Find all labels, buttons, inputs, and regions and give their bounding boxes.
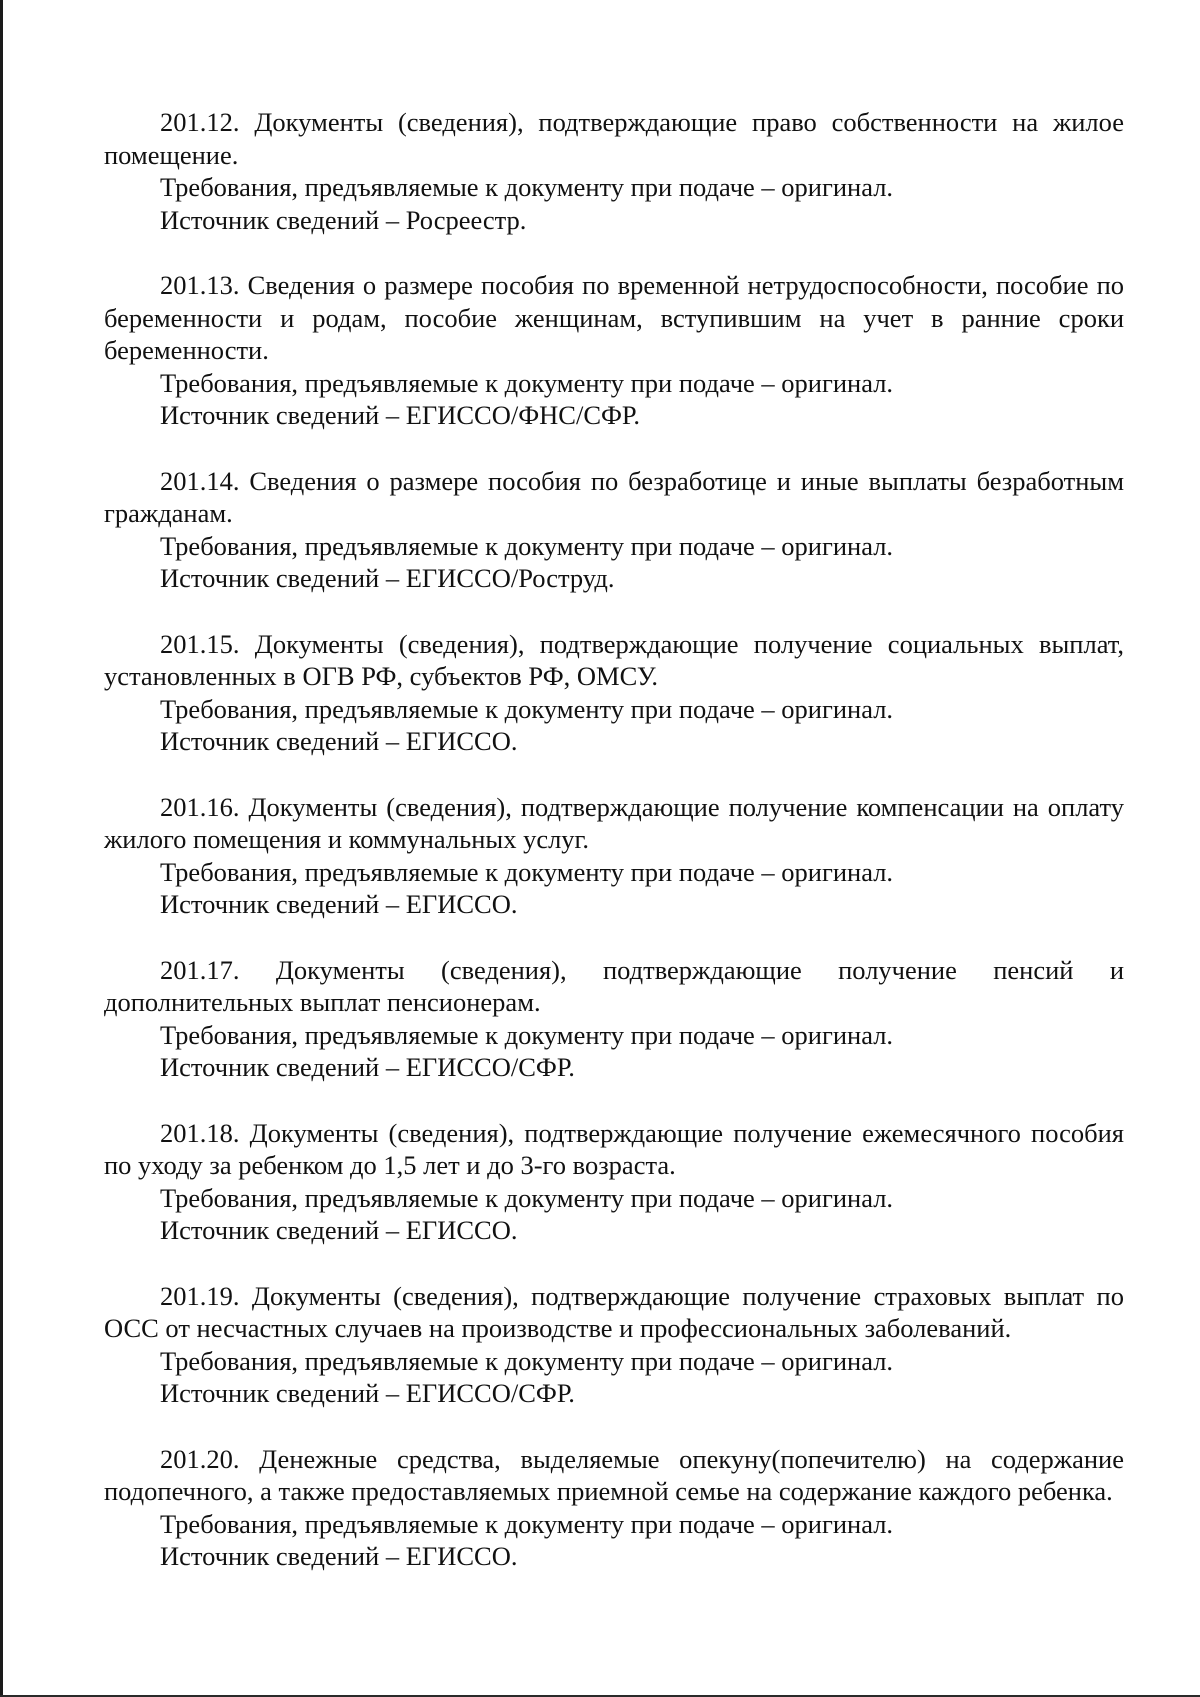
item-heading: 201.13. Сведения о размере пособия по временной нетрудоспособности, пособие по беременности и родам, пособие женщинам, вступившим на учет в ранние сроки беременности. [104, 270, 1124, 365]
document-page [104, 106, 1124, 1606]
item-heading: 201.12. Документы (сведения), подтверждающие право собственности на жилое помещение. [104, 107, 1124, 170]
document-item-201-14 [104, 465, 1124, 595]
item-requirements: Требования, предъявляемые к документу при подаче – оригинал. [160, 693, 894, 724]
document-item-201-18 [104, 1117, 1124, 1247]
item-heading: 201.17. Документы (сведения), подтверждающие получение пенсий и дополнительных выплат пенсионерам. [104, 954, 1124, 1017]
item-heading: 201.15. Документы (сведения), подтверждающие получение социальных выплат, установленных в ОГВ РФ, субъектов РФ, ОМСУ. [104, 628, 1124, 691]
document-item-201-15 [104, 628, 1124, 758]
item-heading: 201.19. Документы (сведения), подтверждающие получение страховых выплат по ОСС от несчастных случаев на производстве и профессиональных заболеваний. [104, 1280, 1124, 1343]
item-source: Источник сведений – Росреестр. [160, 204, 527, 235]
item-source: Источник сведений – ЕГИССО. [160, 889, 518, 919]
item-source: Источник сведений – ЕГИССО/Роструд. [160, 563, 615, 593]
item-requirements: Требования, предъявляемые к документу при подаче – оригинал. [160, 172, 894, 202]
item-source: Источник сведений – ЕГИССО. [160, 726, 518, 756]
item-source: Источник сведений – ЕГИССО. [160, 1215, 518, 1245]
item-requirements: Требования, предъявляемые к документу при подаче – оригинал. [160, 856, 894, 887]
item-heading: 201.18. Документы (сведения), подтверждающие получение ежемесячного пособия по уходу за ребенком до 1,5 лет и до 3-го возраста. [104, 1117, 1124, 1180]
document-item-201-13 [104, 269, 1124, 432]
scan-edge-left [0, 0, 3, 1697]
item-source: Источник сведений – ЕГИССО/ФНС/СФР. [160, 400, 640, 430]
item-requirements: Требования, предъявляемые к документу при подаче – оригинал. [160, 1508, 894, 1539]
document-item-201-12 [104, 106, 1124, 236]
item-heading: 201.14. Сведения о размере пособия по безработице и иные выплаты безработным гражданам. [104, 465, 1124, 528]
document-item-201-17 [104, 954, 1124, 1084]
document-item-201-16 [104, 791, 1124, 921]
document-item-201-20 [104, 1443, 1124, 1573]
item-source: Источник сведений – ЕГИССО. [160, 1541, 518, 1571]
item-requirements: Требования, предъявляемые к документу при подаче – оригинал. [160, 367, 894, 398]
item-heading: 201.20. Денежные средства, выделяемые опекуну(попечителю) на содержание подопечного, а также предоставляемых приемной семье на содержание каждого ребенка. [104, 1443, 1124, 1506]
item-source: Источник сведений – ЕГИССО/СФР. [160, 1378, 575, 1408]
item-heading: 201.16. Документы (сведения), подтверждающие получение компенсации на оплату жилого помещения и коммунальных услуг. [104, 791, 1124, 854]
item-requirements: Требования, предъявляемые к документу при подаче – оригинал. [160, 1345, 894, 1376]
item-requirements: Требования, предъявляемые к документу при подаче – оригинал. [160, 1182, 894, 1213]
item-requirements: Требования, предъявляемые к документу при подаче – оригинал. [160, 1019, 894, 1050]
item-source: Источник сведений – ЕГИССО/СФР. [160, 1052, 575, 1082]
document-item-201-19 [104, 1280, 1124, 1410]
item-requirements: Требования, предъявляемые к документу при подаче – оригинал. [160, 530, 894, 561]
